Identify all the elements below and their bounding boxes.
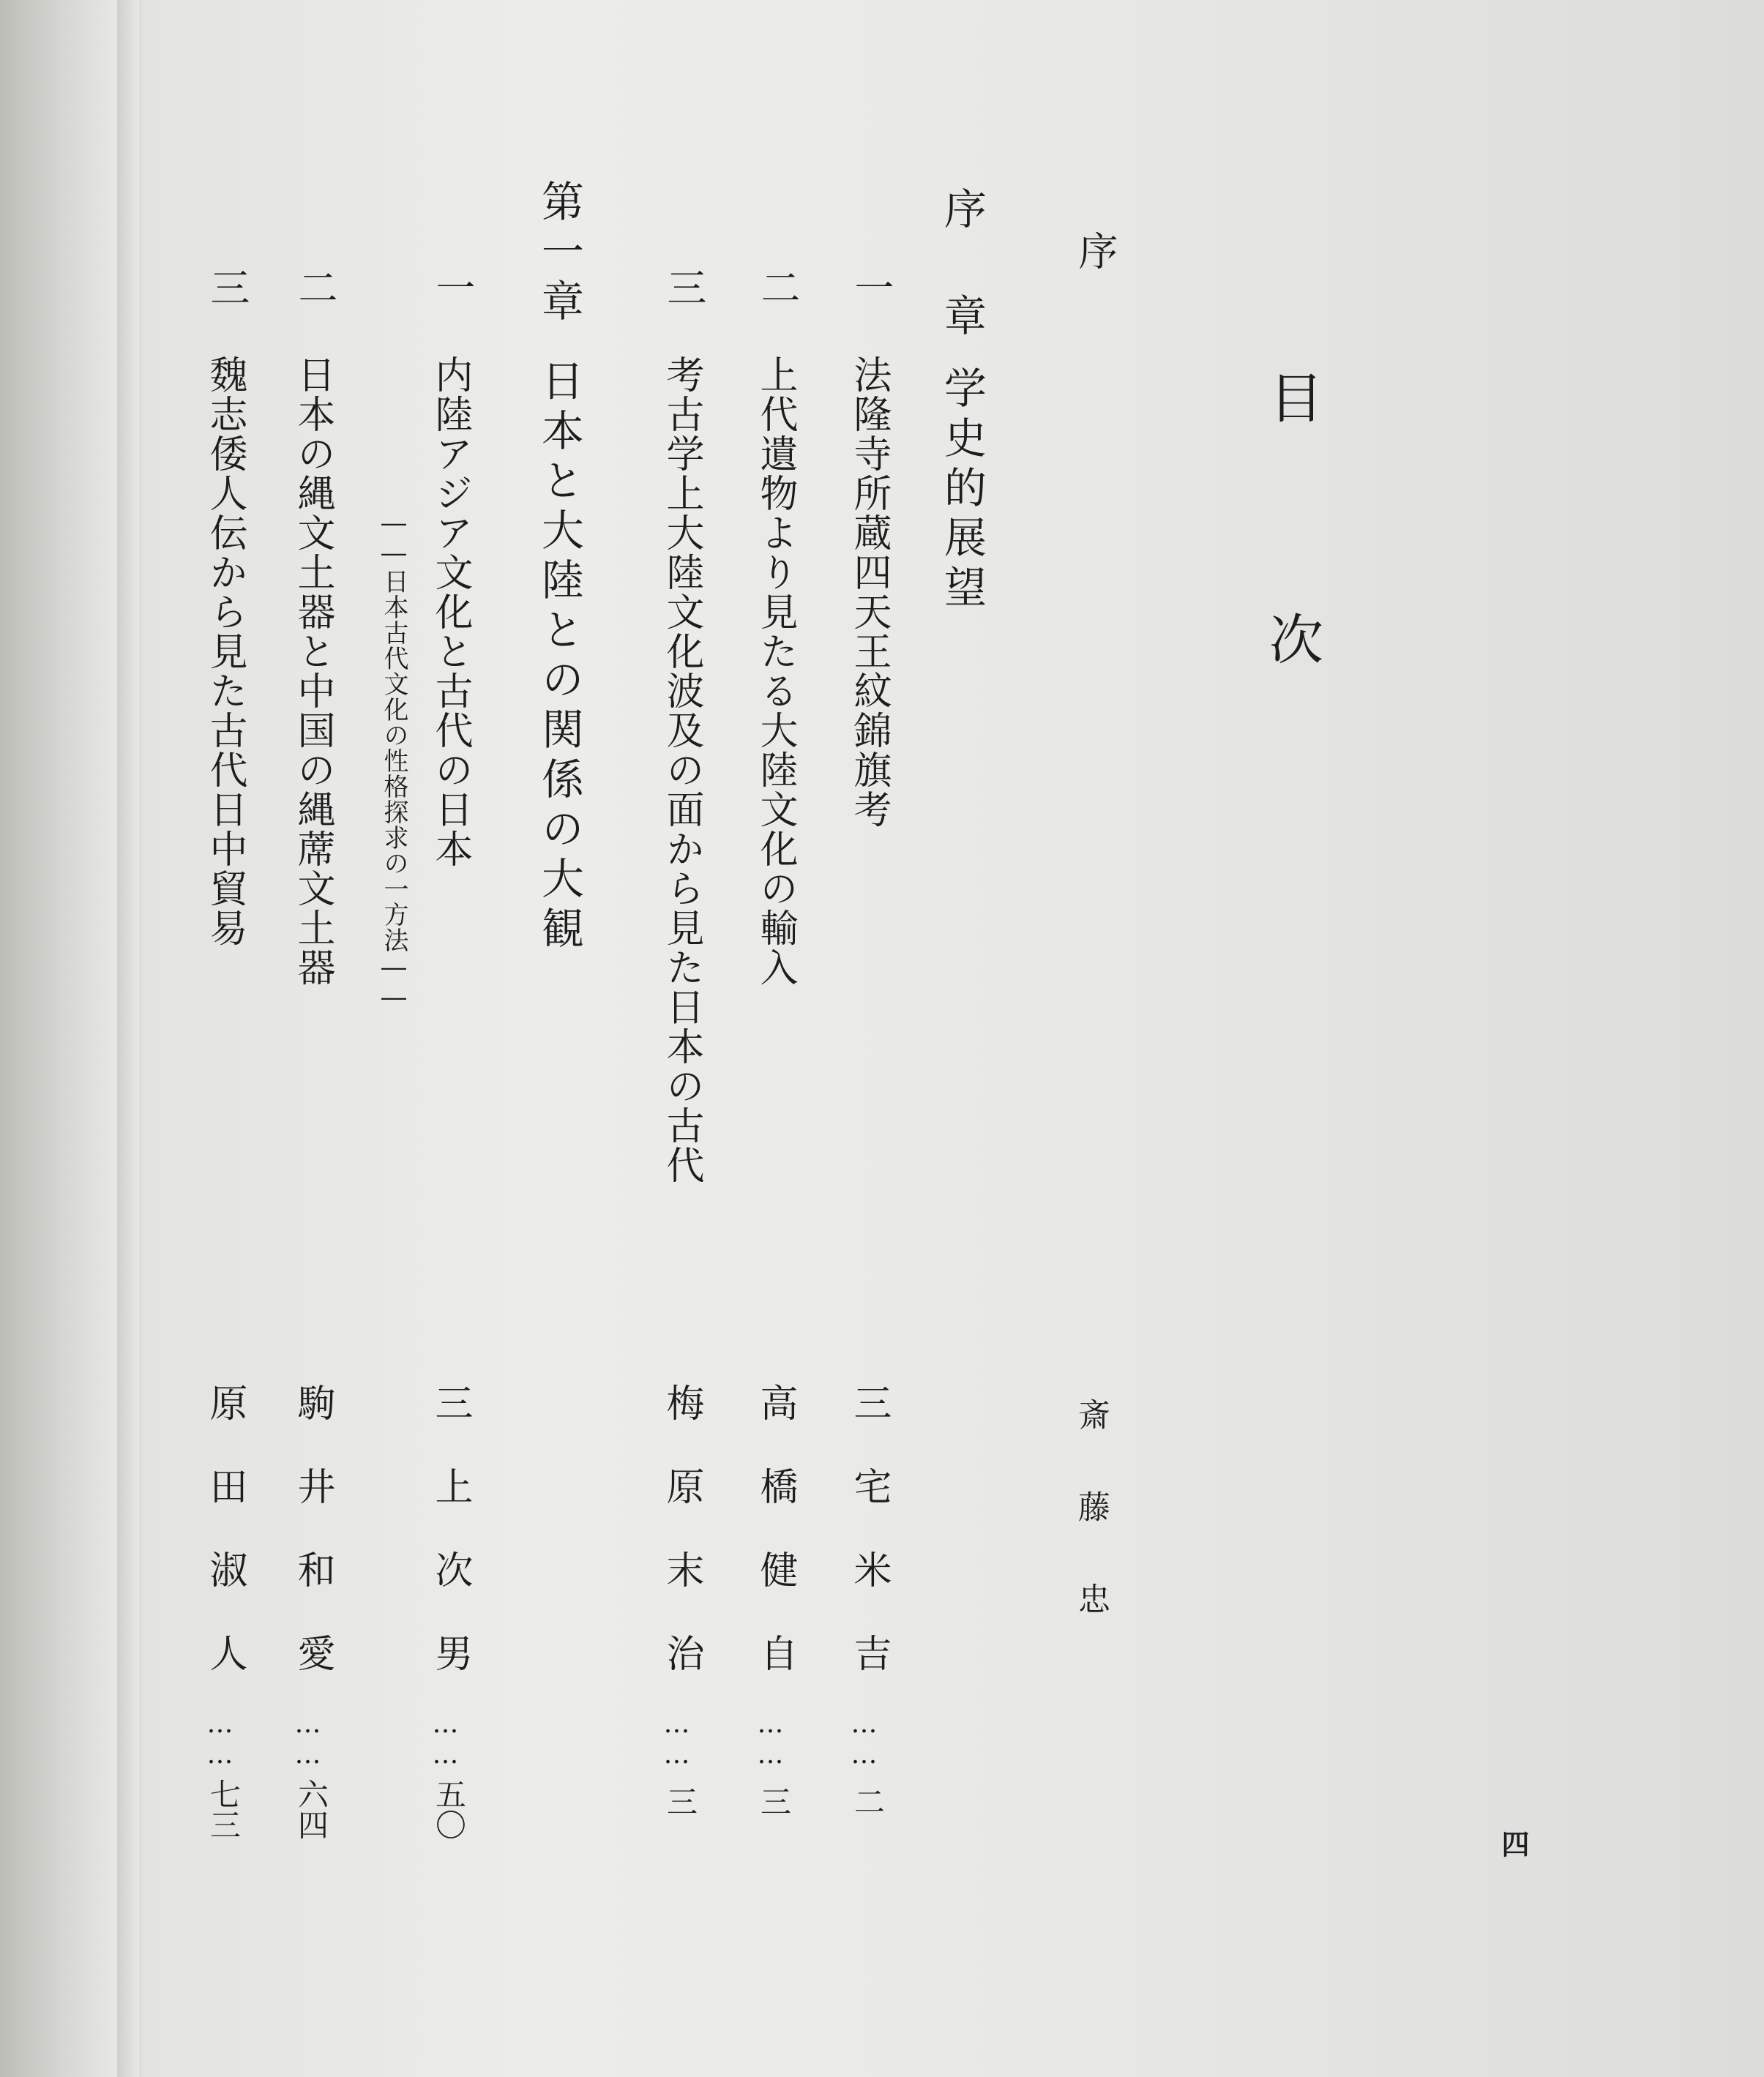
prologue-entry-3-title: 考古学上大陸文化波及の面から見た日本の古代 [659,355,703,1185]
prologue-entry-1-page: 二 [850,1786,886,1816]
prologue-entry-2-dots: …… [755,1709,785,1770]
prologue-entry-3-page: 三 [662,1786,698,1816]
page-shadow [117,0,146,2077]
prologue-entry-1-dots: …… [849,1709,879,1770]
prologue-entry-1-num: 一 [848,267,894,307]
chapter1-entry-3-author: 原田淑人 [203,1383,247,1717]
chapter1-entry-1-dots: …… [430,1709,460,1770]
preface-label: 序 [1072,231,1118,270]
chapter1-entry-1-title: 内陸アジア文化と古代の日本 [428,355,472,869]
chapter1-entry-2-num: 二 [292,267,338,307]
prologue-entry-3-dots: …… [662,1709,692,1770]
chapter1-entry-3-title: 魏志倭人伝から見た古代日中貿易 [203,355,247,948]
chapter1-entry-2-author: 駒井和愛 [291,1383,335,1717]
prologue-entry-1-author: 三宅米吉 [847,1383,891,1717]
page-title-glyph-2: 次 [1260,611,1323,665]
page-number: 四 [1497,1830,1530,1857]
chapter1-entry-3-num: 三 [204,267,250,307]
chapter1-entry-3-dots: …… [205,1709,235,1770]
prologue-chapter-title: 学史的展望 [937,366,987,615]
chapter1-entry-1-page: 五〇 [431,1778,467,1840]
page-title-glyph-1: 目 [1260,370,1323,424]
prologue-entry-3-num: 三 [661,267,707,307]
chapter1-title: 日本と大陸との関係の大観 [534,359,584,956]
prologue-entry-2-author: 高橋健自 [753,1383,797,1717]
chapter1-entry-2-title: 日本の縄文土器と中国の縄蓆文土器 [291,355,335,987]
chapter1-entry-1-author: 三上次男 [428,1383,472,1717]
prologue-entry-3-author: 梅原末治 [659,1383,703,1717]
chapter1-entry-2-page: 六四 [294,1778,329,1840]
chapter1-entry-3-page: 七三 [206,1778,242,1840]
prologue-entry-2-title: 上代遺物より見たる大陸文化の輸入 [753,355,797,987]
chapter1-entry-1-num: 一 [430,267,476,307]
prologue-entry-2-page: 三 [756,1786,792,1816]
preface-author: 斎藤忠 [1072,1398,1110,1674]
chapter1-label: 第一章 [534,179,584,329]
prologue-entry-2-num: 二 [755,267,801,307]
prologue-chapter-label: 序 章 [937,187,987,343]
chapter1-entry-1-subtitle: ――日本古代文化の性格探求の一方法―― [379,509,408,1013]
prologue-entry-1-title: 法隆寺所蔵四天王紋錦旗考 [847,355,891,829]
chapter1-entry-2-dots: …… [293,1709,323,1770]
